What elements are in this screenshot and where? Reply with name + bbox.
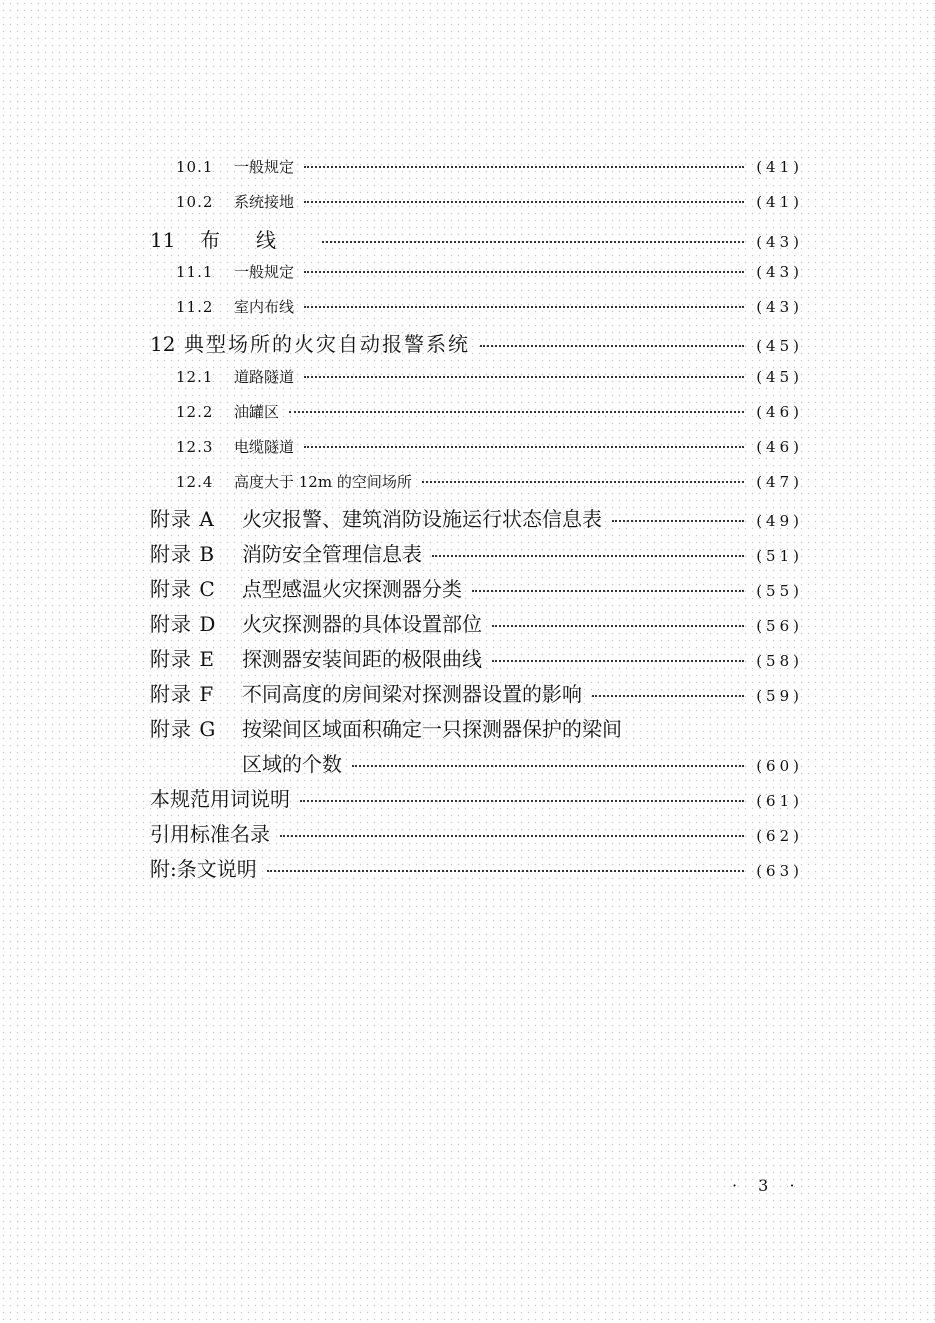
- page-number: (58): [756, 652, 803, 670]
- section-number: 10.1: [176, 158, 214, 176]
- section-number: 11.1: [176, 263, 214, 281]
- toc-entry-appendix-a: [150, 503, 803, 532]
- toc-entry-10-1: [176, 156, 803, 177]
- dot-leader: [352, 761, 744, 767]
- toc-entry-12-4: [176, 471, 803, 492]
- dot-leader: [304, 267, 744, 273]
- page-number: (60): [756, 757, 803, 775]
- appendix-title: 火灾探测器的具体设置部位: [242, 612, 482, 636]
- section-number: 12: [150, 332, 176, 356]
- toc-entry-11: [150, 224, 803, 253]
- dot-leader: [289, 407, 744, 413]
- section-number: 11: [150, 228, 176, 252]
- toc-entry-terms-explanation: [150, 783, 803, 812]
- toc-entry-appendix-e: [150, 643, 803, 672]
- section-title: 道路隧道: [234, 368, 295, 386]
- toc-entry-12: [150, 328, 803, 357]
- dot-leader: [612, 516, 744, 522]
- section-number: 11.2: [176, 298, 214, 316]
- appendix-title: 探测器安装间距的极限曲线: [242, 647, 482, 671]
- appendix-number: 附录 C: [150, 577, 216, 601]
- appendix-title: 按梁间区域面积确定一只探测器保护的梁间: [242, 717, 622, 741]
- page-number: (51): [756, 547, 803, 565]
- page-number: (63): [756, 862, 803, 880]
- dot-leader: [304, 302, 744, 308]
- toc-entry-12-2: [176, 401, 803, 422]
- dot-leader: [304, 372, 744, 378]
- toc-entry-appendix-g-continued: [242, 748, 803, 777]
- section-title: 室内布线: [234, 298, 295, 316]
- section-title: 系统接地: [234, 193, 295, 211]
- toc-entry-12-1: [176, 366, 803, 387]
- dot-leader: [492, 656, 744, 662]
- page-number: (43): [756, 233, 803, 251]
- section-title: 典型场所的火灾自动报警系统: [184, 332, 470, 356]
- section-title: 一般规定: [234, 158, 295, 176]
- page-number: (59): [756, 687, 803, 705]
- toc-entry-referenced-standards: [150, 818, 803, 847]
- page-number: (56): [756, 617, 803, 635]
- dot-leader: [267, 866, 744, 872]
- page-folio: · 3 ·: [732, 1176, 803, 1195]
- toc-entry-appendix-f: [150, 678, 803, 707]
- section-title: 电缆隧道: [234, 438, 295, 456]
- dot-leader: [304, 442, 744, 448]
- dot-leader: [280, 831, 744, 837]
- page-number: (41): [756, 193, 803, 211]
- dot-leader: [592, 691, 744, 697]
- dot-leader: [432, 551, 744, 557]
- appendix-number: 附录 B: [150, 542, 216, 566]
- dot-leader: [304, 162, 744, 168]
- appendix-number: 附录 G: [150, 717, 217, 741]
- toc-entry-appendix-g: [150, 713, 803, 742]
- section-number: 12.2: [176, 403, 214, 421]
- section-number: 12.1: [176, 368, 214, 386]
- entry-title: 附:条文说明: [150, 857, 257, 881]
- toc-entry-11-1: [176, 261, 803, 282]
- section-number: 10.2: [176, 193, 214, 211]
- appendix-number: 附录 D: [150, 612, 217, 636]
- dot-leader: [492, 621, 744, 627]
- page-number: (62): [756, 827, 803, 845]
- page-number: (46): [756, 403, 803, 421]
- page-number: (43): [756, 263, 803, 281]
- dot-leader: [304, 197, 744, 203]
- dot-leader: [322, 237, 744, 243]
- page-number: (46): [756, 438, 803, 456]
- appendix-number: 附录 F: [150, 682, 215, 706]
- toc-entry-10-2: [176, 191, 803, 212]
- appendix-number: 附录 A: [150, 507, 215, 531]
- page-number: (41): [756, 158, 803, 176]
- appendix-number: 附录 E: [150, 647, 215, 671]
- page-number: (43): [756, 298, 803, 316]
- toc-entry-11-2: [176, 296, 803, 317]
- section-title: 布线: [200, 228, 312, 252]
- section-title: 油罐区: [234, 403, 280, 421]
- appendix-title: 消防安全管理信息表: [242, 542, 422, 566]
- dot-leader: [422, 477, 744, 483]
- toc-entry-12-3: [176, 436, 803, 457]
- section-number: 12.4: [176, 473, 214, 491]
- page-number: (45): [756, 368, 803, 386]
- page-number: (61): [756, 792, 803, 810]
- entry-title: 引用标准名录: [150, 822, 270, 846]
- appendix-title-continued: 区域的个数: [242, 752, 342, 776]
- section-number: 12.3: [176, 438, 214, 456]
- appendix-title: 火灾报警、建筑消防设施运行状态信息表: [242, 507, 602, 531]
- appendix-title: 点型感温火灾探测器分类: [242, 577, 462, 601]
- dot-leader: [300, 796, 744, 802]
- section-title: 一般规定: [234, 263, 295, 281]
- page-number: (45): [756, 337, 803, 355]
- entry-title: 本规范用词说明: [150, 787, 290, 811]
- appendix-title: 不同高度的房间梁对探测器设置的影响: [242, 682, 582, 706]
- dot-leader: [472, 586, 744, 592]
- section-title: 高度大于 12m 的空间场所: [234, 473, 412, 491]
- page-number: (49): [756, 512, 803, 530]
- page-number: (47): [756, 473, 803, 491]
- toc-entry-clause-explanation: [150, 853, 803, 882]
- page-number: (55): [756, 582, 803, 600]
- toc-entry-appendix-d: [150, 608, 803, 637]
- dot-leader: [480, 341, 744, 347]
- toc-entry-appendix-b: [150, 538, 803, 567]
- toc-entry-appendix-c: [150, 573, 803, 602]
